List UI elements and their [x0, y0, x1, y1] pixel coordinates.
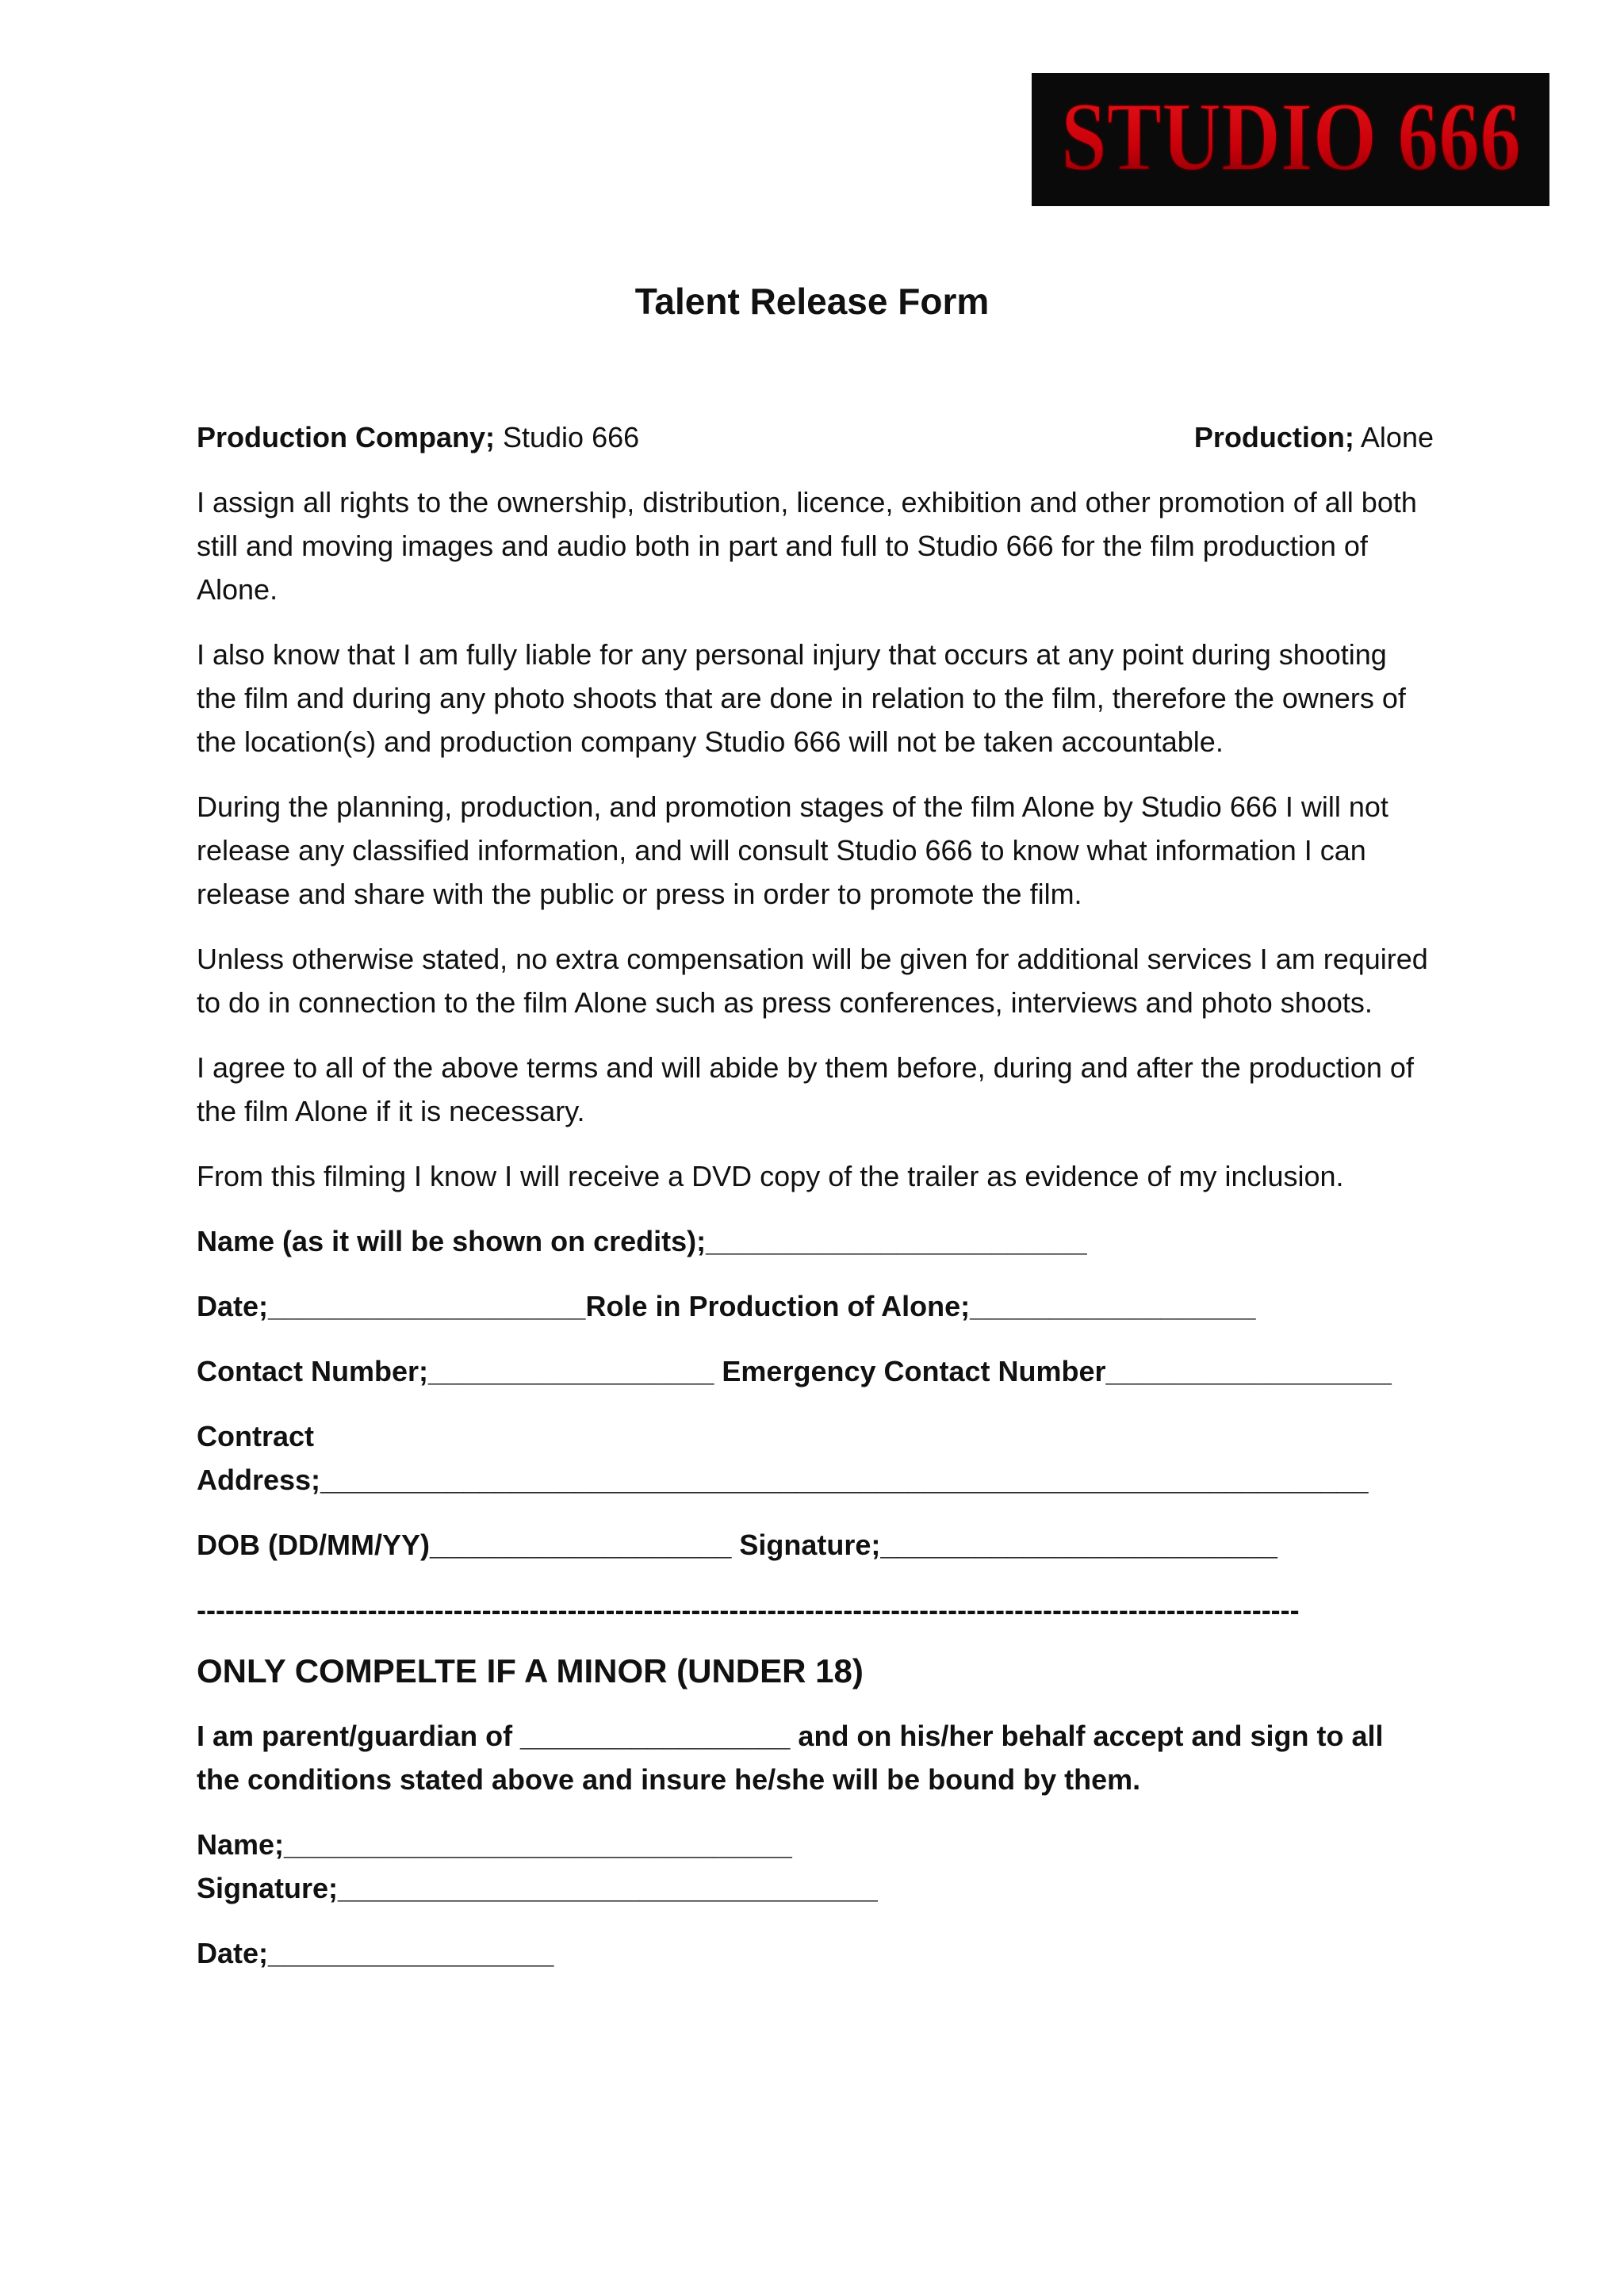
guardian-name-field[interactable]: Name;________________________________ — [197, 1828, 792, 1861]
section-divider: -------------------------------------------------------------------------------------------------------------------- — [197, 1594, 1300, 1626]
date-role-field[interactable]: Date;____________________Role in Production of Alone;__________________ — [197, 1290, 1256, 1322]
liability-paragraph: I also know that I am fully liable for any personal injury that occurs at any point during shooting the film and during any photo shoots that are done in relation to the film, therefore the owners of the location(s) and production company Studio 666 will not be taken accountable. — [197, 638, 1406, 758]
rights-paragraph: I assign all rights to the ownership, distribution, licence, exhibition and other promotion of all both still and moving images and audio both in part and full to Studio 666 for the film production of Alone. — [197, 486, 1417, 606]
compensation-paragraph: Unless otherwise stated, no extra compensation will be given for additional services I am required to do in connection to the film Alone such as press conferences, interviews and photo shoots. — [197, 943, 1428, 1019]
production-info-row — [197, 415, 1434, 459]
guardian-signature-field[interactable]: Signature;__________________________________ — [197, 1872, 878, 1904]
dvd-paragraph: From this filming I know I will receive a DVD copy of the trailer as evidence of my inclusion. — [197, 1160, 1344, 1192]
guardian-statement[interactable]: I am parent/guardian of _________________ and on his/her behalf accept and sign to all the conditions stated above and insure he/she will be bound by them. — [197, 1720, 1384, 1796]
logo-wordmark — [1045, 84, 1537, 195]
production-company-label: Production Company; — [197, 421, 495, 453]
contract-address-field[interactable]: Address;__________________________________________________________________ — [197, 1464, 1369, 1496]
contact-number-field[interactable]: Contact Number;__________________ Emergency Contact Number__________________ — [197, 1355, 1392, 1387]
production-label: Production; — [1193, 421, 1354, 453]
logo-text: STUDIO 666 — [1060, 82, 1521, 191]
production — [1194, 415, 1434, 459]
confidentiality-paragraph: During the planning, production, and promotion stages of the film Alone by Studio 666 I will not release any classified information, and will consult Studio 666 to know what information I can release and share with the public or press in order to promote the film. — [197, 790, 1388, 910]
production-company-value: Studio 666 — [495, 421, 640, 453]
guardian-date-field[interactable]: Date;__________________ — [197, 1937, 554, 1969]
studio-666-logo — [1032, 73, 1549, 206]
form-body — [197, 415, 1434, 1996]
name-field[interactable]: Name (as it will be shown on credits);________________________ — [197, 1225, 1087, 1257]
production-company — [197, 415, 639, 459]
dob-signature-field[interactable]: DOB (DD/MM/YY)___________________ Signature;_________________________ — [197, 1529, 1277, 1561]
minor-section-heading: ONLY COMPELTE IF A MINOR (UNDER 18) — [197, 1652, 864, 1689]
production-value: Alone — [1354, 421, 1434, 453]
agreement-paragraph: I agree to all of the above terms and will abide by them before, during and after the production of the film Alone if it is necessary. — [197, 1051, 1414, 1127]
contract-address-label: Contract — [197, 1420, 315, 1452]
form-title: Talent Release Form — [634, 281, 990, 322]
